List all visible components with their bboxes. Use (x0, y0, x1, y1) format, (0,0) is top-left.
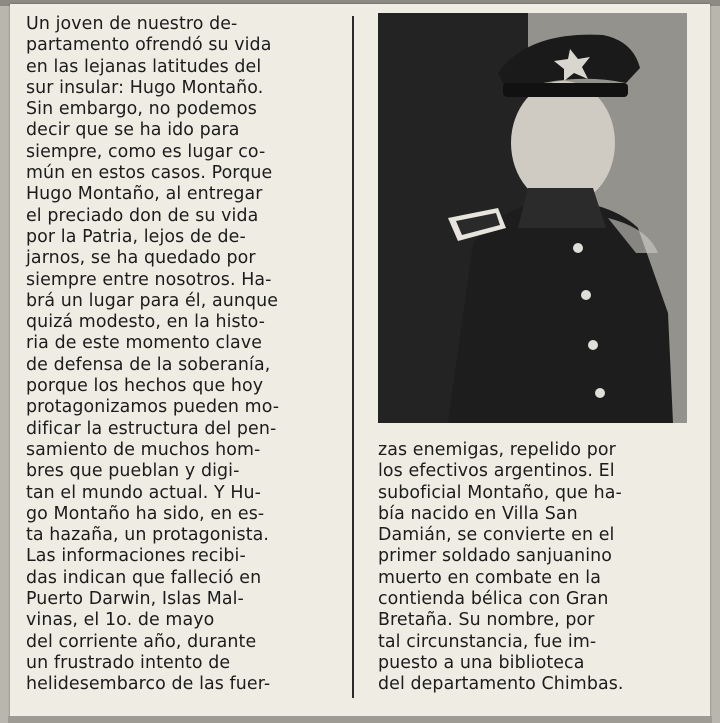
article-line: mún en estos casos. Porque (26, 163, 273, 184)
article-line: sur insular: Hugo Montaño. (26, 77, 264, 98)
article-line: en las lejanas latitudes del (26, 56, 262, 77)
article-line: puesto a una biblioteca (378, 652, 585, 673)
article-line: jarnos, se ha quedado por (26, 248, 256, 269)
article-line: bía nacido en Villa San (378, 503, 578, 524)
article-line: Un joven de nuestro de- (26, 14, 238, 34)
article-line: tal circunstancia, fue im- (378, 631, 597, 652)
article-column-left (26, 14, 334, 696)
article-line: del corriente año, durante (26, 631, 257, 652)
article-line: zas enemigas, repelido por (378, 440, 616, 460)
soldier-portrait-image (378, 13, 687, 423)
article-line: por la Patria, lejos de de- (26, 226, 246, 247)
article-line: ria de este momento clave (26, 333, 263, 354)
clipping-shadow (8, 716, 712, 723)
article-line: Bretaña. Su nombre, por (378, 610, 595, 631)
article-line: muerto en combate en la (378, 567, 601, 588)
article-line: Sin embargo, no podemos (26, 99, 257, 120)
article-line: de defensa de la soberanía, (26, 354, 271, 375)
column-divider (352, 16, 354, 698)
article-line: del departamento Chimbas. (378, 674, 624, 695)
article-line: samiento de muchos hom- (26, 439, 261, 460)
article-line: helidesembarco de las fuer- (26, 674, 271, 695)
article-column-right (378, 440, 688, 696)
article-line: vinas, el 1o. de mayo (26, 610, 215, 631)
article-line: Puerto Darwin, Islas Mal- (26, 589, 244, 610)
portrait-photo (378, 13, 687, 423)
article-line: siempre, como es lugar co- (26, 141, 266, 162)
article-line: Las informaciones recibi- (26, 546, 246, 567)
article-line: das indican que falleció en (26, 567, 262, 588)
article-line: ta hazaña, un protagonista. (26, 525, 269, 546)
article-line: suboficial Montaño, que ha- (378, 482, 622, 503)
article-line: go Montaño ha sido, en es- (26, 503, 265, 524)
article-line: los efectivos argentinos. El (378, 461, 615, 482)
article-line: protagonizamos pueden mo- (26, 397, 280, 418)
article-line: siempre entre nosotros. Ha- (26, 269, 272, 290)
article-line: Hugo Montaño, al entregar (26, 184, 263, 205)
article-line: primer soldado sanjuanino (378, 546, 613, 567)
article-line: decir que se ha ido para (26, 120, 240, 141)
article-line: partamento ofrendó su vida (26, 35, 272, 56)
article-line: dificar la estructura del pen- (26, 418, 277, 439)
article-line: el preciado don de su vida (26, 205, 259, 226)
article-line: contienda bélica con Gran (378, 589, 609, 610)
article-line: un frustrado intento de (26, 652, 231, 673)
article-line: Damián, se convierte en el (378, 525, 615, 546)
article-line: quizá modesto, en la histo- (26, 312, 266, 333)
article-line: porque los hechos que hoy (26, 376, 264, 397)
article-line: bres que pueblan y digi- (26, 461, 240, 482)
article-line: tan el mundo actual. Y Hu- (26, 482, 262, 503)
article-line: brá un lugar para él, aunque (26, 290, 279, 311)
